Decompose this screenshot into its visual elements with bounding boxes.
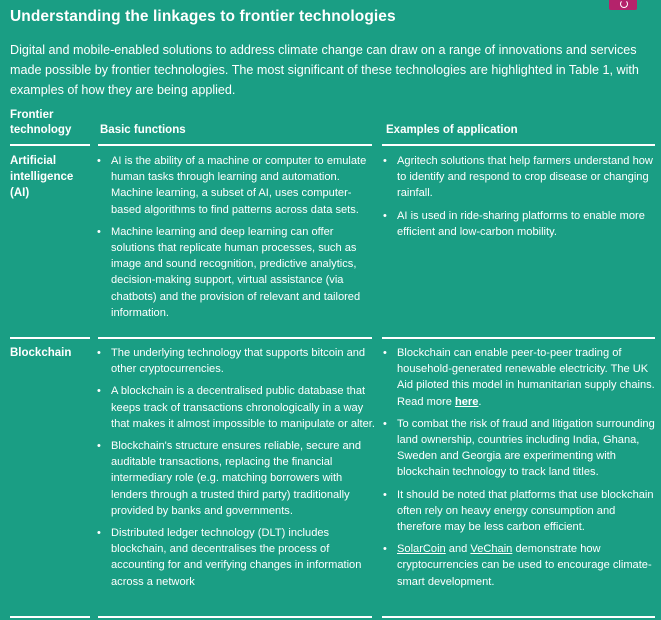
example-text: Agritech solutions that help farmers understand how to identify and respond to crop disease or changing rainfall.	[397, 155, 653, 200]
example-text: .	[478, 395, 482, 408]
list-item	[96, 525, 378, 590]
list-item	[382, 487, 655, 536]
example-text: It should be noted that platforms that use blockchain often rely on heavy energy consumption and therefore may be less carbon efficient.	[397, 488, 654, 534]
corner-icon	[620, 0, 628, 8]
example-text: and	[445, 543, 471, 556]
list-item	[96, 224, 378, 321]
list-item	[96, 345, 378, 377]
function-text: Machine learning and deep learning can offer solutions that replicate human processes, such as image and sound recognition, predictive analytics, decision-making support, virtual assistance (via chatbots) and the provision of relevant and tailored information.	[111, 225, 361, 319]
solarcoin-link[interactable]: SolarCoin	[397, 543, 446, 556]
function-text: Distributed ledger technology (DLT) includes blockchain, and decentralises the process of accounting for and verifying changes in information across a network	[111, 527, 362, 588]
list-item	[96, 383, 378, 432]
list-item	[382, 153, 655, 202]
divider	[382, 337, 655, 339]
example-text: To combat the risk of fraud and litigation surrounding land ownership, countries including India, Ghana, Sweden and Georgia are experimenting with blockchain technology to track land titles.	[397, 417, 655, 479]
vechain-link[interactable]: VeChain	[470, 543, 513, 556]
list-item	[382, 416, 655, 481]
examples-list	[382, 153, 655, 246]
example-text: Blockchain can enable peer-to-peer trading of household-generated renewable electricity. The UK Aid piloted this model in humanitarian supply chains. Read more	[397, 347, 655, 408]
bullet-icon: •	[383, 543, 387, 556]
examples-list	[382, 345, 655, 596]
corner-tab[interactable]	[609, 0, 637, 10]
divider	[98, 616, 372, 618]
bullet-icon: •	[97, 225, 101, 238]
divider	[10, 337, 90, 339]
divider	[98, 144, 372, 146]
bullet-icon: •	[97, 440, 101, 453]
page-title: Understanding the linkages to frontier technologies	[10, 8, 396, 25]
function-text: The underlying technology that supports bitcoin and other cryptocurrencies.	[111, 347, 366, 376]
list-item	[382, 541, 655, 590]
tech-name: Artificial intelligence (AI)	[10, 155, 74, 199]
divider	[98, 337, 372, 339]
bullet-icon: •	[383, 488, 387, 501]
functions-list	[96, 153, 378, 327]
example-text: AI is used in ride-sharing platforms to enable more efficient and low-carbon mobility.	[397, 209, 645, 238]
example-text: demonstrate how cryptocurrencies can be used to encourage climate-smart development.	[397, 543, 652, 588]
bullet-icon: •	[97, 347, 101, 359]
bullet-icon: •	[383, 417, 387, 430]
list-item	[382, 345, 655, 410]
functions-list	[96, 345, 378, 596]
divider	[382, 144, 655, 146]
table-header	[10, 110, 655, 144]
divider	[10, 144, 90, 146]
tech-name: Blockchain	[10, 347, 72, 359]
bullet-icon: •	[383, 209, 387, 222]
function-text: Blockchain's structure ensures reliable, secure and auditable transactions, replacing the financial intermediary role (e.g. matching borrowers with lenders through a trusted third party) traditionally provided by banks and governments.	[111, 440, 362, 517]
list-item	[96, 153, 378, 218]
header-functions: Basic functions	[100, 124, 186, 136]
table-row	[10, 345, 655, 615]
intro-paragraph: Digital and mobile-enabled solutions to address climate change can draw on a range of innovations and services made possible by frontier technologies. The most significant of these technologies are highlighted in Table 1, with examples of how they are being applied.	[10, 43, 639, 97]
function-text: A blockchain is a decentralised public database that keeps track of transactions chronologically in a way that makes it almost impossible to manipulate or alter.	[111, 385, 375, 430]
list-item	[382, 208, 655, 240]
divider	[10, 616, 90, 618]
read-more-link[interactable]: here	[454, 395, 479, 408]
table-row	[10, 153, 655, 333]
function-text: AI is the ability of a machine or computer to emulate human tasks through learning and automation. Machine learning, a subset of AI, uses computer-based algorithms to find patterns across data sets.	[111, 155, 367, 216]
divider	[382, 616, 655, 618]
bullet-icon: •	[97, 527, 101, 540]
bullet-icon: •	[383, 155, 387, 167]
bullet-icon: •	[97, 155, 101, 167]
header-technology: Frontier technology	[10, 109, 72, 136]
list-item	[96, 438, 378, 519]
bullet-icon: •	[383, 347, 387, 359]
frontier-tech-table	[10, 109, 655, 588]
header-examples: Examples of application	[386, 124, 518, 136]
bullet-icon: •	[97, 385, 101, 398]
